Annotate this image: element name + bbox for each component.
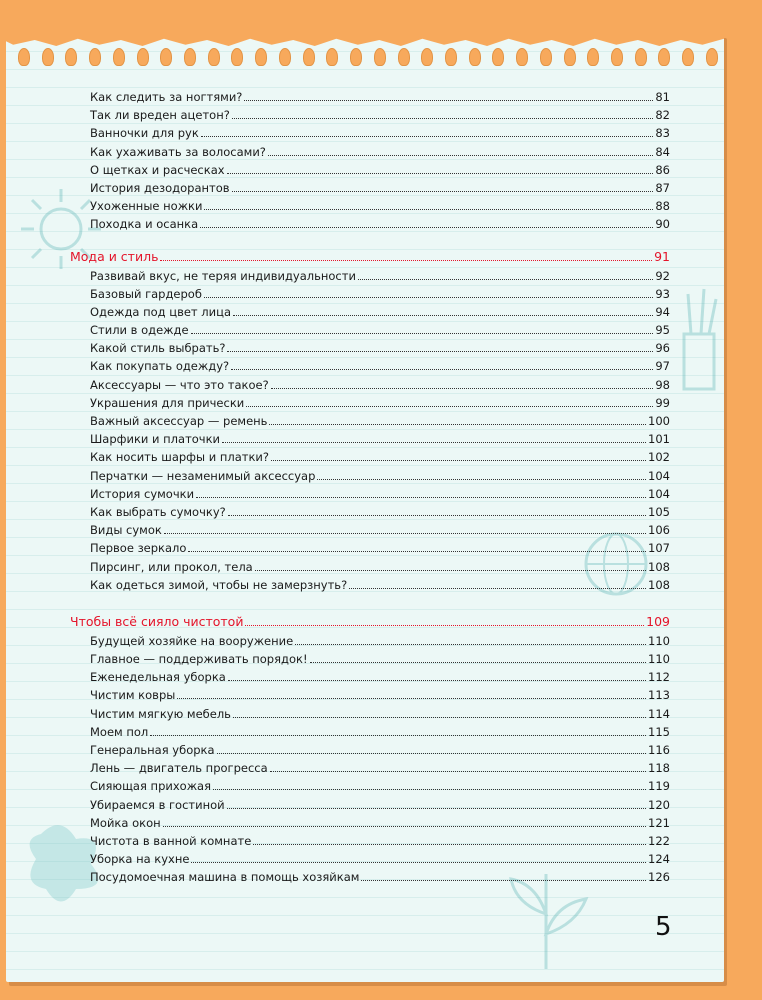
entry-page: 93 (655, 286, 670, 301)
dot-leader (191, 332, 654, 334)
entry-page: 119 (648, 779, 670, 794)
entry-page: 106 (648, 523, 670, 538)
entry-page: 99 (655, 395, 670, 410)
binder-hole (540, 48, 552, 66)
binder-hole (469, 48, 481, 66)
entry-page: 82 (655, 108, 670, 123)
dot-leader (228, 514, 646, 516)
entry-page: 95 (655, 323, 670, 338)
entry-title: О щетках и расческах (90, 162, 225, 177)
dot-leader (201, 135, 654, 137)
binder-hole (137, 48, 149, 66)
toc-entry[interactable] (70, 341, 670, 359)
toc-entry[interactable] (70, 670, 670, 688)
dot-leader (255, 569, 646, 571)
toc-entry[interactable] (70, 378, 670, 396)
binder-hole (279, 48, 291, 66)
binder-hole (18, 48, 30, 66)
toc-entry[interactable] (70, 287, 670, 305)
entry-title: Одежда под цвет лица (90, 304, 231, 319)
toc-entry[interactable] (70, 90, 670, 108)
section-gap (70, 596, 670, 614)
dot-leader (358, 278, 653, 280)
entry-page: 102 (648, 450, 670, 465)
toc-entry[interactable] (70, 816, 670, 834)
entry-page: 108 (648, 559, 670, 574)
binder-hole (208, 48, 220, 66)
entry-title: Главное — поддерживать порядок! (90, 652, 308, 667)
toc-entry[interactable] (70, 505, 670, 523)
entry-title: Перчатки — незаменимый аксессуар (90, 468, 316, 483)
section-title: Чтобы всё сияло чистотой (70, 613, 244, 629)
entry-title: Аксессуары — что это такое? (90, 377, 269, 392)
toc-entry[interactable] (70, 743, 670, 761)
toc-entry[interactable] (70, 560, 670, 578)
entry-title: Чистим мягкую мебель (90, 706, 231, 721)
entry-page: 121 (648, 815, 670, 830)
toc-section-heading[interactable] (70, 249, 670, 269)
entry-title: Мойка окон (90, 815, 161, 830)
dot-leader (232, 190, 654, 192)
entry-page: 97 (655, 359, 670, 374)
entry-page: 81 (655, 90, 670, 104)
dot-leader (217, 752, 647, 754)
entry-title: Какой стиль выбрать? (90, 341, 226, 356)
dot-leader (233, 314, 653, 316)
entry-title: Ухоженные ножки (90, 199, 203, 214)
entry-title: Как ухаживать за волосами? (90, 144, 266, 159)
entry-page: 124 (648, 852, 670, 867)
dot-leader (200, 226, 653, 228)
entry-title: Чистота в ванной комнате (90, 833, 252, 848)
binder-hole (374, 48, 386, 66)
entry-title: Генеральная уборка (90, 743, 215, 757)
binder-hole (65, 48, 77, 66)
toc-entry[interactable] (70, 450, 670, 468)
dot-leader (150, 734, 646, 736)
binder-hole (421, 48, 433, 66)
toc-entry[interactable] (70, 305, 670, 323)
entry-page: 105 (648, 504, 670, 519)
dot-leader (160, 259, 652, 261)
entry-page: 87 (655, 180, 670, 195)
entry-title: Убираемся в гостиной (90, 797, 225, 812)
dot-leader (164, 532, 646, 534)
entry-title: Как выбрать сумочку? (90, 504, 226, 519)
entry-page: 104 (648, 486, 670, 501)
toc-section-heading[interactable] (70, 614, 670, 634)
entry-page: 104 (648, 468, 670, 483)
entry-title: История сумочки (90, 486, 195, 501)
dot-leader (196, 496, 646, 498)
binder-hole (350, 48, 362, 66)
toc-entry[interactable] (70, 652, 670, 670)
toc-entry[interactable] (70, 126, 670, 144)
entry-page: 84 (655, 144, 670, 159)
entry-title: Моем пол (90, 724, 149, 739)
binder-hole (89, 48, 101, 66)
entry-title: Как покупать одежду? (90, 359, 230, 374)
entry-title: Стили в одежде (90, 323, 189, 338)
toc-entry[interactable] (70, 834, 670, 852)
toc-entry[interactable] (70, 779, 670, 797)
pencils-doodle-icon (676, 284, 721, 394)
entry-page: 110 (648, 633, 670, 648)
toc-entry[interactable] (70, 870, 670, 888)
binder-hole (303, 48, 315, 66)
binder-hole (398, 48, 410, 66)
section-page: 91 (654, 248, 670, 264)
entry-page: 113 (648, 688, 670, 703)
dot-leader (295, 643, 646, 645)
entry-title: Базовый гардероб (90, 286, 202, 301)
dot-leader (245, 624, 644, 626)
entry-title: Как одеться зимой, чтобы не замерзнуть? (90, 577, 348, 592)
dot-leader (227, 350, 653, 352)
dot-leader (317, 478, 646, 480)
entry-page: 116 (648, 743, 670, 757)
toc-entry[interactable] (70, 707, 670, 725)
toc-entry[interactable] (70, 414, 670, 432)
entry-page: 90 (655, 217, 670, 232)
entry-page: 98 (655, 377, 670, 392)
toc-entry[interactable] (70, 199, 670, 217)
toc-entry[interactable] (70, 163, 670, 181)
entry-page: 96 (655, 341, 670, 356)
toc-entry[interactable] (70, 432, 670, 450)
dot-leader (246, 405, 653, 407)
binder-hole (326, 48, 338, 66)
dot-leader (269, 423, 646, 425)
entry-title: Важный аксессуар — ремень (90, 414, 268, 428)
dot-leader (231, 368, 653, 370)
entry-title: Ванночки для рук (90, 126, 199, 141)
entry-title: Пирсинг, или прокол, тела (90, 559, 253, 574)
table-of-contents (70, 90, 670, 889)
entry-page: 115 (648, 724, 670, 739)
entry-page: 114 (648, 706, 670, 721)
binder-hole (231, 48, 243, 66)
dot-leader (163, 825, 646, 827)
binder-hole (160, 48, 172, 66)
entry-title: Так ли вреден ацетон? (90, 108, 230, 123)
entry-page: 120 (648, 797, 670, 812)
entry-page: 92 (655, 268, 670, 283)
entry-page: 112 (648, 670, 670, 685)
toc-entry[interactable] (70, 523, 670, 541)
dot-leader (349, 587, 646, 589)
dot-leader (361, 879, 646, 881)
dot-leader (213, 788, 646, 790)
dot-leader (244, 99, 653, 101)
entry-title: Первое зеркало (90, 541, 187, 556)
entry-page: 94 (655, 304, 670, 319)
toc-entry[interactable] (70, 578, 670, 596)
entry-title: Походка и осанка (90, 217, 199, 232)
entry-page: 108 (648, 577, 670, 592)
dot-leader (232, 117, 654, 119)
entry-title: Виды сумок (90, 523, 162, 538)
section-page: 109 (646, 613, 670, 629)
toc-entry[interactable] (70, 798, 670, 816)
binder-hole (587, 48, 599, 66)
section-gap (70, 236, 670, 249)
toc-entry[interactable] (70, 217, 670, 235)
binder-hole (658, 48, 670, 66)
binder-hole (42, 48, 54, 66)
binder-hole (113, 48, 125, 66)
binder-hole (492, 48, 504, 66)
toc-entry[interactable] (70, 852, 670, 870)
page-number: 5 (655, 912, 672, 942)
dot-leader (191, 861, 646, 863)
entry-title: История дезодорантов (90, 180, 230, 195)
toc-entry[interactable] (70, 269, 670, 287)
dot-leader (204, 208, 653, 210)
entry-title: Шарфики и платочки (90, 432, 221, 447)
entry-title: Как следить за ногтями? (90, 90, 243, 104)
binder-hole (706, 48, 718, 66)
entry-title: Сияющая прихожая (90, 779, 212, 794)
dot-leader (188, 550, 646, 552)
binder-hole (611, 48, 623, 66)
dot-leader (228, 679, 646, 681)
entry-title: Уборка на кухне (90, 852, 190, 867)
entry-page: 107 (648, 541, 670, 556)
entry-page: 88 (655, 199, 670, 214)
entry-title: Развивай вкус, не теряя индивидуальности (90, 268, 356, 283)
toc-entry[interactable] (70, 688, 670, 706)
binder-hole (564, 48, 576, 66)
dot-leader (270, 770, 646, 772)
binder-hole (635, 48, 647, 66)
toc-entry[interactable] (70, 634, 670, 652)
dot-leader (310, 661, 646, 663)
toc-entry[interactable] (70, 359, 670, 377)
binder-hole (184, 48, 196, 66)
binder-hole (516, 48, 528, 66)
dot-leader (177, 697, 646, 699)
dot-leader (222, 441, 646, 443)
toc-entry[interactable] (70, 487, 670, 505)
toc-entry[interactable] (70, 145, 670, 163)
binder-hole (682, 48, 694, 66)
entry-page: 118 (648, 761, 670, 776)
entry-page: 83 (655, 126, 670, 141)
toc-entry[interactable] (70, 469, 670, 487)
entry-page: 101 (648, 432, 670, 447)
toc-entry[interactable] (70, 108, 670, 126)
entry-title: Будущей хозяйке на вооружение (90, 633, 294, 648)
dot-leader (233, 716, 646, 718)
binder-hole (255, 48, 267, 66)
toc-entry[interactable] (70, 323, 670, 341)
entry-title: Как носить шарфы и платки? (90, 450, 270, 465)
dot-leader (268, 154, 653, 156)
entry-title: Чистим ковры (90, 688, 176, 703)
section-title: Мода и стиль (70, 248, 159, 264)
entry-title: Посудомоечная машина в помощь хозяйкам (90, 870, 360, 885)
entry-page: 122 (648, 833, 670, 848)
dot-leader (271, 387, 654, 389)
entry-page: 110 (648, 652, 670, 667)
entry-title: Украшения для прически (90, 395, 245, 410)
dot-leader (227, 807, 646, 809)
entry-title: Лень — двигатель прогресса (90, 761, 268, 776)
entry-page: 126 (648, 870, 670, 885)
binder-holes (18, 32, 718, 66)
entry-page: 100 (648, 414, 670, 428)
toc-entry[interactable] (70, 181, 670, 199)
dot-leader (253, 843, 646, 845)
dot-leader (227, 172, 654, 174)
binder-hole (445, 48, 457, 66)
toc-entry[interactable] (70, 761, 670, 779)
dot-leader (204, 296, 653, 298)
toc-entry[interactable] (70, 541, 670, 559)
toc-entry[interactable] (70, 725, 670, 743)
entry-page: 86 (655, 162, 670, 177)
entry-title: Еженедельная уборка (90, 670, 226, 685)
toc-entry[interactable] (70, 396, 670, 414)
dot-leader (271, 459, 646, 461)
